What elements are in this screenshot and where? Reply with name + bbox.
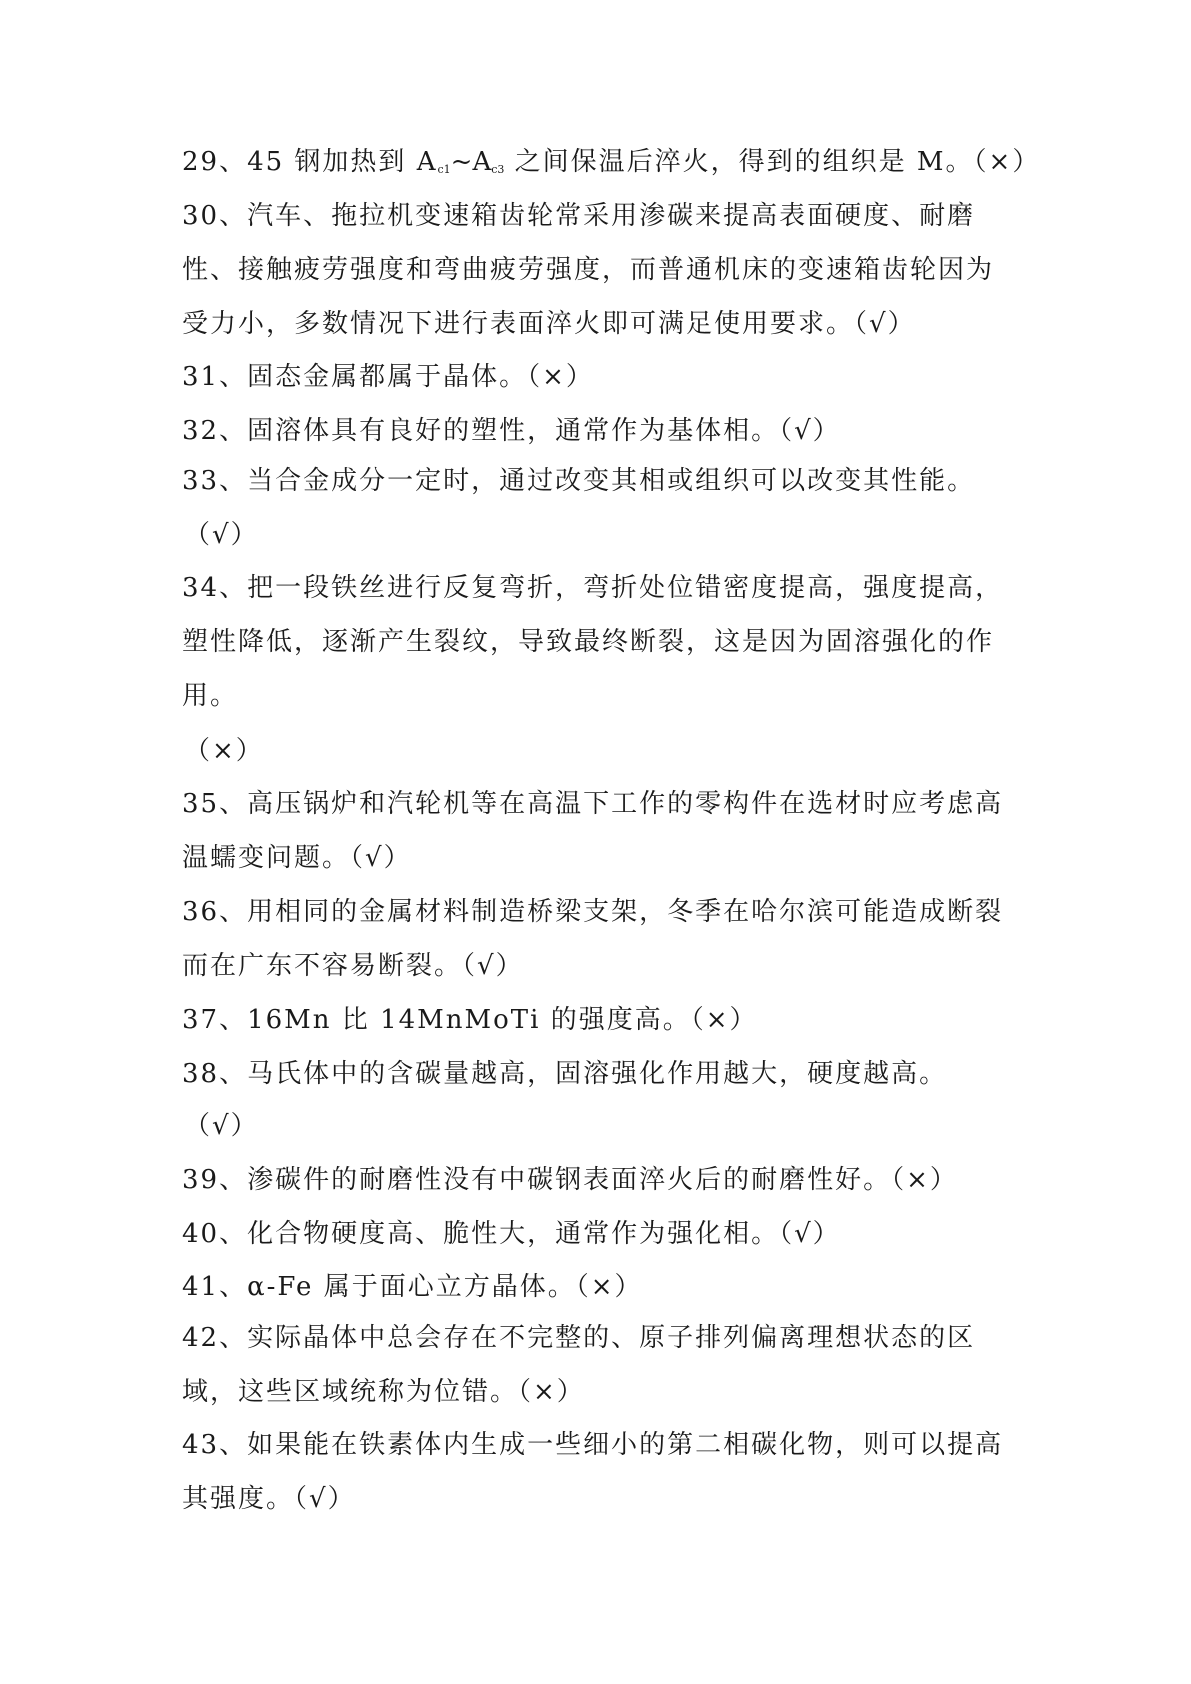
question-29-text-c: 之间保温后淬火，得到的组织是 M。（×） [504, 147, 1041, 177]
question-42-line-1: 42、实际晶体中总会存在不完整的、原子排列偏离理想状态的区 [182, 1323, 976, 1353]
question-35-line-1: 35、高压锅炉和汽轮机等在高温下工作的零构件在选材时应考虑高 [182, 789, 1004, 819]
question-29-line-1 [182, 146, 1040, 186]
question-31-line-1: 31、固态金属都属于晶体。（×） [182, 362, 594, 392]
question-40-line-1: 40、化合物硬度高、脆性大，通常作为强化相。（√） [182, 1219, 841, 1249]
question-33-line-1: 33、当合金成分一定时，通过改变其相或组织可以改变其性能。 [182, 466, 976, 496]
question-38-line-2: （√） [184, 1111, 259, 1141]
question-34-line-4: （×） [184, 736, 264, 766]
question-list [182, 0, 1041, 1684]
question-34-line-3: 用。 [182, 681, 239, 711]
question-35-line-2: 温蠕变问题。（√） [182, 843, 412, 873]
question-41-line-1: 41、α-Fe 属于面心立方晶体。（×） [182, 1272, 643, 1302]
question-43-line-1: 43、如果能在铁素体内生成一些细小的第二相碳化物，则可以提高 [182, 1430, 1004, 1460]
question-32-line-1: 32、固溶体具有良好的塑性，通常作为基体相。（√） [182, 416, 841, 446]
subscript-c1: c1 [437, 163, 451, 176]
question-36-line-1: 36、用相同的金属材料制造桥梁支架，冬季在哈尔滨可能造成断裂 [182, 897, 1004, 927]
question-39-line-1: 39、渗碳件的耐磨性没有中碳钢表面淬火后的耐磨性好。（×） [182, 1165, 958, 1195]
question-36-line-2: 而在广东不容易断裂。（√） [182, 951, 524, 981]
question-30-line-2: 性、接触疲劳强度和弯曲疲劳强度，而普通机床的变速箱齿轮因为 [182, 255, 995, 285]
question-29-text-b: ~A [450, 147, 492, 177]
question-38-line-1: 38、马氏体中的含碳量越高，固溶强化作用越大，硬度越高。 [182, 1059, 948, 1089]
question-43-line-2: 其强度。（√） [182, 1484, 356, 1514]
question-33-line-2: （√） [184, 520, 259, 550]
question-42-line-2: 域，这些区域统称为位错。（×） [182, 1377, 585, 1407]
question-34-line-2: 塑性降低，逐渐产生裂纹，导致最终断裂，这是因为固溶强化的作 [182, 627, 995, 657]
question-29-text-a: 29、45 钢加热到 A [182, 147, 438, 177]
question-30-line-3: 受力小，多数情况下进行表面淬火即可满足使用要求。（√） [182, 309, 916, 339]
question-37-line-1: 37、16Mn 比 14MnMoTi 的强度高。（×） [182, 1005, 758, 1035]
subscript-c3: c3 [491, 163, 505, 176]
question-34-line-1: 34、把一段铁丝进行反复弯折，弯折处位错密度提高，强度提高， [182, 573, 1004, 603]
question-30-line-1: 30、汽车、拖拉机变速箱齿轮常采用渗碳来提高表面硬度、耐磨 [182, 201, 976, 231]
